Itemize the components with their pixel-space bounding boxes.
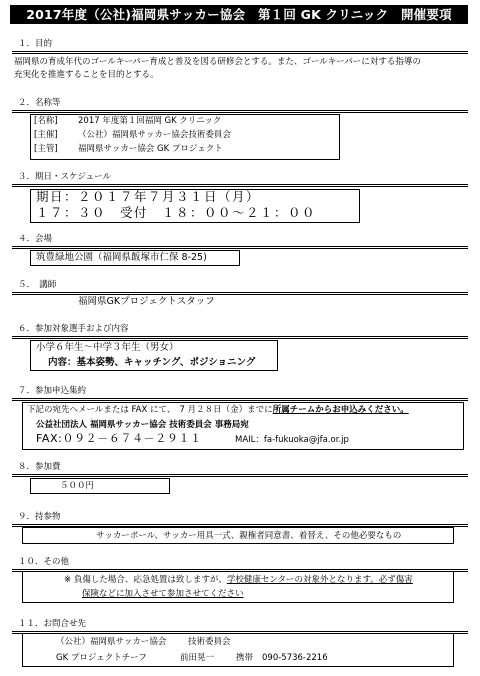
purpose-line-2: 充実化を推進することを目的とする。 <box>14 70 159 80</box>
host-row <box>34 130 231 141</box>
section-heading-apply: ７．参加申込集約 <box>12 384 468 399</box>
apply-line-1 <box>27 404 409 416</box>
target-content-value: ：基本姿勢、キャッチング、ポジショニング <box>67 357 256 368</box>
host-label: [主催] <box>34 130 58 140</box>
contact-team: GK プロジェクトチーフ <box>56 653 147 663</box>
venue-text: 筑豊緑地公園（福岡県飯塚市仁保 8-25) <box>36 252 207 263</box>
contact-phone: 090-5736-2216 <box>262 653 328 663</box>
fee-text: ５００円 <box>60 481 95 491</box>
apply-org: 公益社団法人 福岡県サッカー協会 技術委員会 事務局宛 <box>36 420 249 430</box>
other-line-2: 保険などに加入させて参加させてください <box>82 589 244 599</box>
other-line-1-text: ※ 負傷した場合、応急処置は致しますが、 <box>64 575 227 585</box>
section-heading-instructor: ５． 講師 <box>12 278 468 293</box>
section-heading-contact: １１．お問合せ先 <box>12 617 468 632</box>
target-line-1: 小学６年生～中学３年生（男女） <box>36 342 179 353</box>
apply-line-1-emphasis: 所属チームからお申込みください。 <box>272 405 409 415</box>
apply-fax: FAX:０９２－６７４－２９１１ <box>36 432 202 445</box>
name-row <box>34 116 221 127</box>
apply-mail: MAIL：fa-fukuoka@jfa.or.jp <box>235 435 349 445</box>
target-content <box>48 357 255 369</box>
apply-line-1-text: 下記の宛先へメールまたは FAX にて、 7 月２８日（金）までに <box>27 405 273 415</box>
manage-value: 福岡県サッカー協会 GK プロジェクト <box>78 144 223 154</box>
items-text: サッカーボール、サッカー用具一式、親権者同意書、着替え、その他必要なもの <box>96 531 402 541</box>
schedule-time: １７：３０ 受付 １８：００～２１：００ <box>36 205 317 220</box>
section-heading-venue: ４．会場 <box>12 232 468 247</box>
section-heading-target: ６．参加対象選手および内容 <box>12 322 468 337</box>
host-value: （公社）福岡県サッカー協会技術委員会 <box>78 130 231 140</box>
document-title: 2017年度（公社)福岡県サッカー協会 第１回 GK クリニック 開催要項 <box>10 5 468 24</box>
target-content-label: 内容 <box>48 357 68 368</box>
instructor-text: 福岡県GKプロジェクトスタッフ <box>78 296 215 307</box>
other-line-1 <box>64 574 413 586</box>
name-label: [名称] <box>34 116 58 126</box>
section-heading-purpose: １．目的 <box>12 37 468 52</box>
other-line-1-emphasis: 学校健康センターの対象外となります。必ず傷害 <box>226 575 413 585</box>
name-value: 2017 年度第１回福岡 GK クリニック <box>78 116 222 126</box>
fee-box <box>30 478 170 494</box>
section-heading-other: １０．その他 <box>12 555 468 570</box>
manage-label: [主管] <box>34 144 58 154</box>
section-heading-schedule: ３．期日・スケジュール <box>12 170 468 185</box>
section-heading-names: ２．名称等 <box>12 96 468 111</box>
contact-phone-label: 携帯 <box>236 653 254 663</box>
section-heading-fee: ８．参加費 <box>12 460 468 475</box>
section-heading-items: ９．持参物 <box>12 510 468 525</box>
contact-dept: 技術委員会 <box>188 637 231 647</box>
manage-row <box>34 144 223 155</box>
purpose-line-1: 福岡県の育成年代のゴールキーパー育成と普及を図る研修会とする。また、ゴールキーパーに対する指導の <box>14 57 421 67</box>
contact-org: （公社）福岡県サッカー協会 <box>56 637 167 647</box>
contact-name: 前田晃一 <box>180 653 215 663</box>
schedule-date: 期日：２０１７年７月３１日（月） <box>36 189 261 204</box>
